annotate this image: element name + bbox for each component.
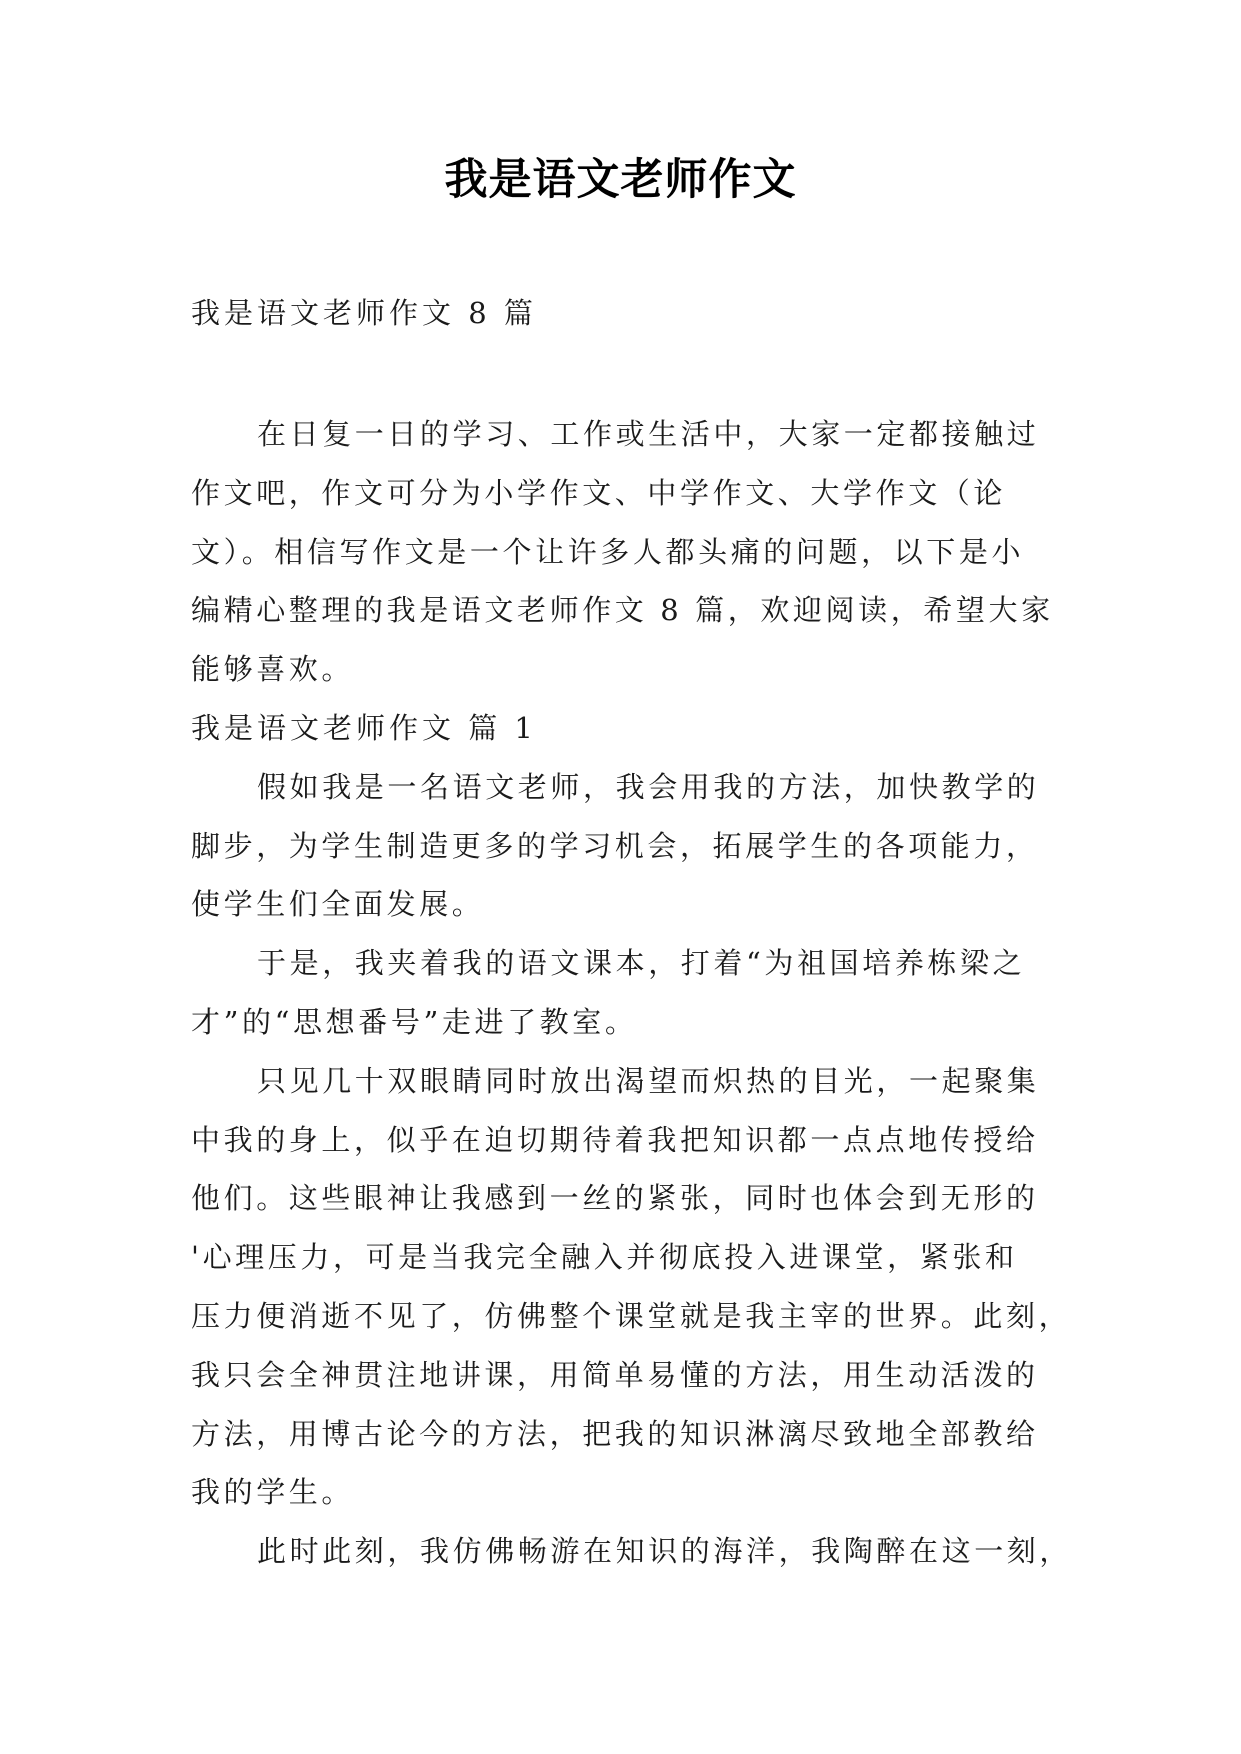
paragraph-line: 假如我是一名语文老师，我会用我的方法，加快教学的 bbox=[257, 769, 1040, 804]
paragraph-line: 他们。这些眼神让我感到一丝的紧张，同时也体会到无形的 bbox=[191, 1181, 1039, 1216]
paragraph-line: 我的学生。 bbox=[191, 1475, 355, 1510]
document-body bbox=[191, 405, 1073, 1581]
paragraph-line: 才”的“思想番号”走进了教室。 bbox=[191, 1004, 638, 1039]
paragraph-line: 使学生们全面发展。 bbox=[191, 887, 485, 922]
paragraph-line: 只见几十双眼睛同时放出渴望而炽热的目光，一起聚集 bbox=[257, 1063, 1040, 1098]
document-subtitle: 我是语文老师作文 8 篇 bbox=[191, 296, 537, 330]
paragraph-line: 于是，我夹着我的语文课本，打着“为祖国培养栋梁之 bbox=[257, 946, 1026, 981]
paragraph-line: 编精心整理的我是语文老师作文 8 篇，欢迎阅读，希望大家 bbox=[191, 593, 1054, 628]
paragraph-line: 在日复一日的学习、工作或生活中，大家一定都接触过 bbox=[257, 417, 1040, 451]
paragraph-line: 此时此刻，我仿佛畅游在知识的海洋，我陶醉在这一刻， bbox=[257, 1534, 1073, 1569]
paragraph-line: 中我的身上，似乎在迫切期待着我把知识都一点点地传授给 bbox=[191, 1122, 1039, 1157]
paragraph-line: '心理压力，可是当我完全融入并彻底投入进课堂，紧张和 bbox=[191, 1240, 1018, 1275]
paragraph-line: 能够喜欢。 bbox=[191, 652, 355, 687]
paragraph-line: 压力便消逝不见了，仿佛整个课堂就是我主宰的世界。此刻， bbox=[191, 1298, 1072, 1333]
section-heading: 我是语文老师作文 篇 1 bbox=[191, 710, 537, 745]
paragraph-line: 文）。相信写作文是一个让许多人都头痛的问题，以下是小 bbox=[191, 534, 1025, 569]
paragraph-line: 我只会全神贯注地讲课，用简单易懂的方法，用生动活泼的 bbox=[191, 1357, 1039, 1392]
document-title: 我是语文老师作文 bbox=[444, 155, 797, 205]
paragraph-line: 方法，用博古论今的方法，把我的知识淋漓尽致地全部教给 bbox=[191, 1416, 1039, 1451]
paragraph-line: 作文吧，作文可分为小学作文、中学作文、大学作文（论 bbox=[191, 475, 1007, 510]
paragraph-line: 脚步，为学生制造更多的学习机会，拓展学生的各项能力， bbox=[191, 828, 1039, 863]
